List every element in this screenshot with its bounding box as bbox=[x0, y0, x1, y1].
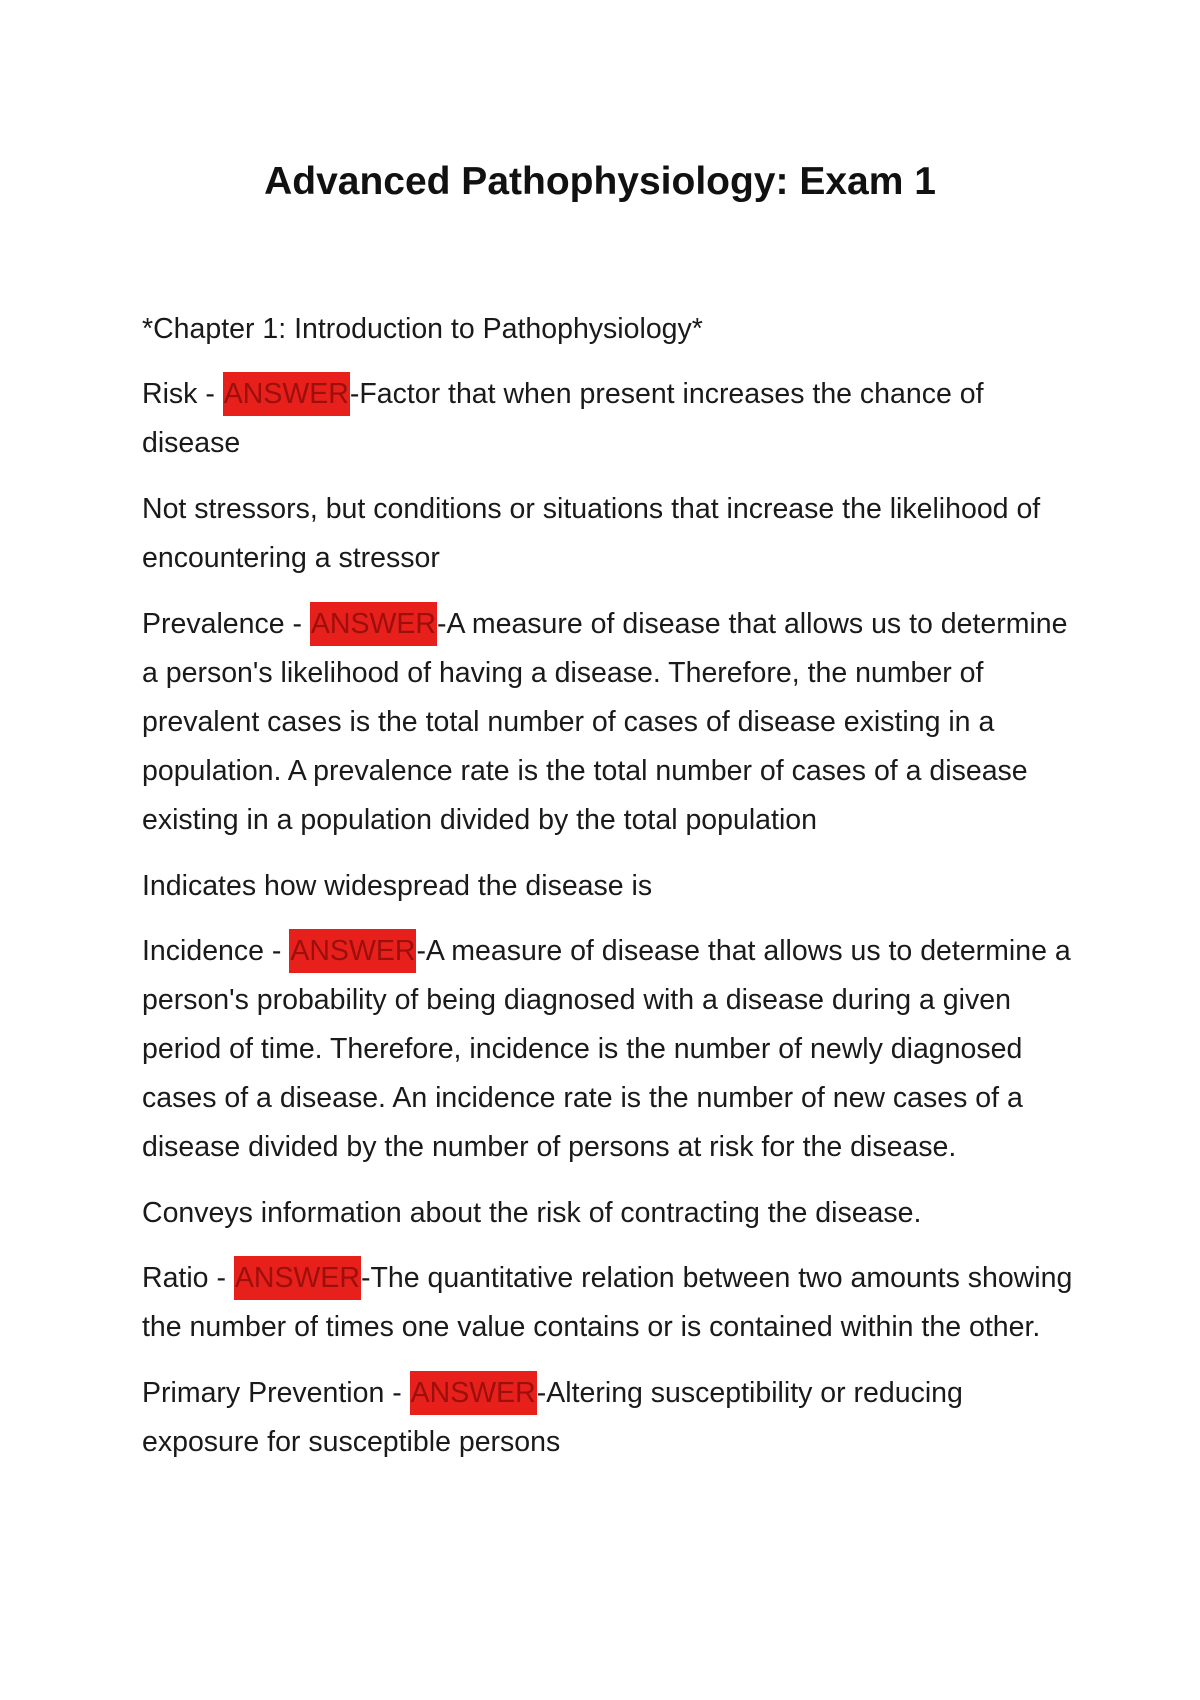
answer-highlight: ANSWER bbox=[289, 929, 416, 973]
answer-highlight: ANSWER bbox=[234, 1256, 361, 1300]
entry-term: Ratio - bbox=[142, 1262, 234, 1294]
entry-note: Not stressors, but conditions or situations that increase the likelihood of encountering a stressor bbox=[142, 493, 1041, 574]
entry-primary-prevention bbox=[142, 1369, 1082, 1467]
document-body bbox=[142, 305, 1082, 1484]
entry-term: Primary Prevention - bbox=[142, 1377, 410, 1409]
answer-highlight: ANSWER bbox=[310, 602, 437, 646]
entry-risk bbox=[142, 370, 1082, 468]
entry-prevalence bbox=[142, 600, 1082, 845]
entry-incidence bbox=[142, 927, 1082, 1172]
entry-note: Conveys information about the risk of contracting the disease. bbox=[142, 1197, 922, 1229]
entry-term: Risk - bbox=[142, 378, 223, 410]
entry-definition: -Altering susceptibility or reducing exposure for susceptible persons bbox=[142, 1377, 963, 1458]
entry-ratio bbox=[142, 1254, 1082, 1352]
entry-note: Indicates how widespread the disease is bbox=[142, 870, 653, 902]
document-title: Advanced Pathophysiology: Exam 1 bbox=[264, 160, 936, 203]
answer-highlight: ANSWER bbox=[410, 1371, 537, 1415]
answer-highlight: ANSWER bbox=[223, 372, 350, 416]
entry-definition: -A measure of disease that allows us to determine a person's probability of being diagnosed with a disease during a given period of time. Therefore, incidence is the number of newly diagnosed cases of a disease. An incidence rate is the number of new cases of a disease divided by the number of persons at risk for the disease. bbox=[142, 935, 1071, 1163]
entry-definition: -Factor that when present increases the chance of disease bbox=[142, 378, 984, 459]
entry-definition: -A measure of disease that allows us to determine a person's likelihood of having a disease. Therefore, the number of prevalent cases is the total number of cases of disease existing in a population. A prevalence rate is the total number of cases of a disease existing in a population divided by the total population bbox=[142, 608, 1068, 836]
entry-definition: -The quantitative relation between two amounts showing the number of times one value contains or is contained within the other. bbox=[142, 1262, 1073, 1343]
entry-term: Incidence - bbox=[142, 935, 290, 967]
chapter-heading: *Chapter 1: Introduction to Pathophysiology* bbox=[142, 313, 703, 345]
entry-term: Prevalence - bbox=[142, 608, 310, 640]
